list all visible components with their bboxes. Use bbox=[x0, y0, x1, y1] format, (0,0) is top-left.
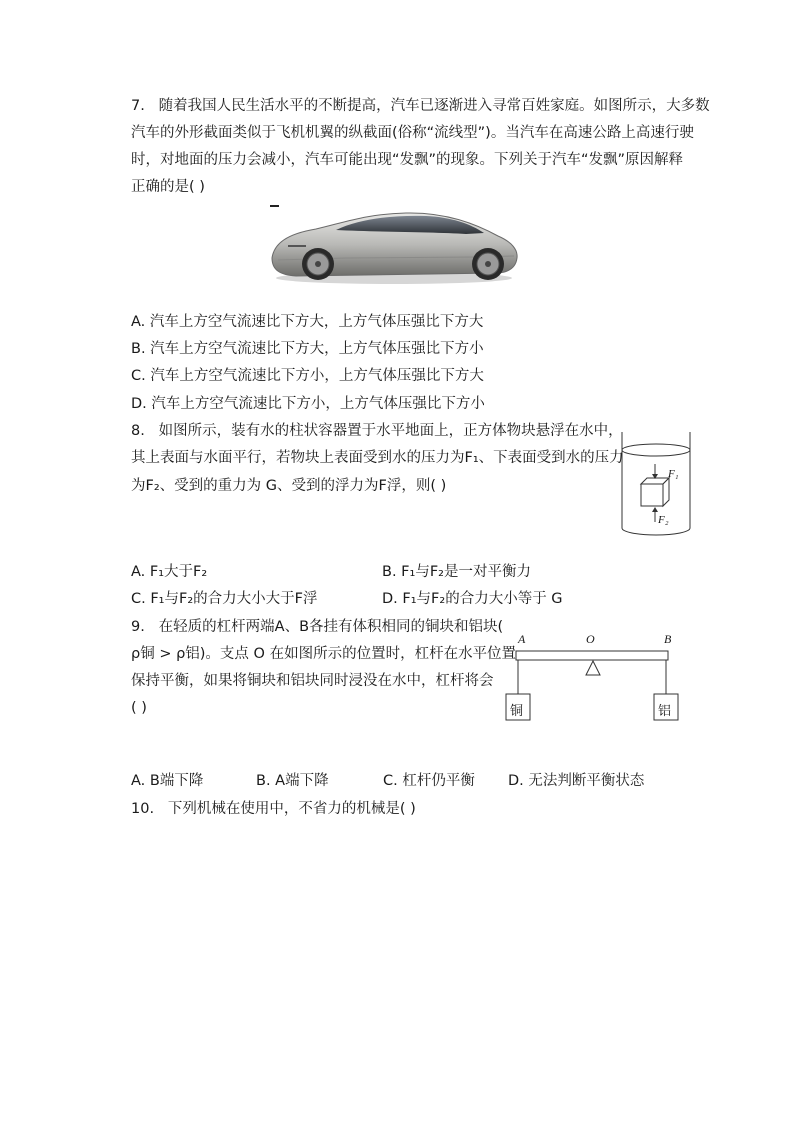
q8-cylinder-diagram bbox=[618, 428, 696, 540]
q9-label-b: B bbox=[664, 632, 672, 646]
q10-stem: 下列机械在使用中，不省力的机械是( ) bbox=[167, 801, 416, 817]
q9-number: 9. bbox=[131, 619, 145, 635]
q9-copper-label: 铜 bbox=[510, 704, 524, 719]
q9-line-1 bbox=[131, 617, 503, 637]
q9-line-2: ρ铜 > ρ铝)。支点 O 在如图所示的位置时，杠杆在水平位置 bbox=[131, 646, 517, 662]
q7-option-b: B. 汽车上方空气流速比下方大，上方气体压强比下方小 bbox=[131, 341, 484, 357]
q9-label-a: A bbox=[518, 632, 526, 646]
q10-number: 10. bbox=[131, 801, 155, 817]
q10-line bbox=[131, 799, 416, 819]
q7-line-3: 时，对地面的压力会减小，汽车可能出现“发飘”的现象。下列关于汽车“发飘”原因解释 bbox=[131, 152, 684, 168]
q9-stem-1: 在轻质的杠杆两端A、B各挂有体积相同的铜块和铝块( bbox=[158, 619, 504, 635]
q8-line-2: 其上表面与水面平行，若物块上表面受到水的压力为F₁、下表面受到水的压力 bbox=[131, 450, 624, 466]
q8-option-a: A. F₁大于F₂ bbox=[131, 564, 208, 580]
q7-line-1 bbox=[131, 96, 710, 116]
q9-option-b: B. A端下降 bbox=[256, 773, 329, 789]
q8-number: 8. bbox=[131, 423, 145, 439]
q8-option-b: B. F₁与F₂是一对平衡力 bbox=[382, 564, 531, 580]
q8-option-c: C. F₁与F₂的合力大小大于F浮 bbox=[131, 591, 318, 607]
q7-stem-1: 随着我国人民生活水平的不断提高，汽车已逐渐进入寻常百姓家庭。如图所示，大多数 bbox=[158, 98, 710, 114]
q9-option-d: D. 无法判断平衡状态 bbox=[508, 773, 645, 789]
q9-option-c: C. 杠杆仍平衡 bbox=[383, 773, 475, 789]
q8-line-3: 为F₂、受到的重力为 G、受到的浮力为F浮，则( ) bbox=[131, 478, 447, 494]
q9-line-3: 保持平衡，如果将铜块和铝块同时浸没在水中，杠杆将会 bbox=[131, 673, 494, 689]
q7-line-2: 汽车的外形截面类似于飞机机翼的纵截面(俗称“流线型”)。当汽车在高速公路上高速行驶 bbox=[131, 125, 694, 141]
q9-label-o: O bbox=[586, 632, 595, 646]
q8-option-d: D. F₁与F₂的合力大小等于 G bbox=[382, 591, 563, 607]
q7-option-d: D. 汽车上方空气流速比下方小，上方气体压强比下方小 bbox=[131, 396, 485, 412]
q7-line-4: 正确的是( ) bbox=[131, 179, 205, 195]
q7-option-a: A. 汽车上方空气流速比下方大，上方气体压强比下方大 bbox=[131, 314, 484, 330]
q9-line-4: ( ) bbox=[131, 700, 147, 716]
q9-lever-diagram bbox=[500, 630, 690, 724]
q8-line-1 bbox=[131, 421, 623, 441]
q8-stem-1: 如图所示，装有水的柱状容器置于水平地面上，正方体物块悬浮在水中， bbox=[158, 423, 623, 439]
q9-option-a: A. B端下降 bbox=[131, 773, 204, 789]
q7-option-c: C. 汽车上方空气流速比下方小，上方气体压强比下方大 bbox=[131, 368, 484, 384]
car-image bbox=[266, 200, 521, 290]
q8-f2-label: F₂ bbox=[658, 514, 669, 526]
q8-f1-label: F₁ bbox=[668, 468, 679, 480]
q7-number: 7. bbox=[131, 98, 145, 114]
q9-aluminum-label: 铝 bbox=[658, 704, 672, 719]
